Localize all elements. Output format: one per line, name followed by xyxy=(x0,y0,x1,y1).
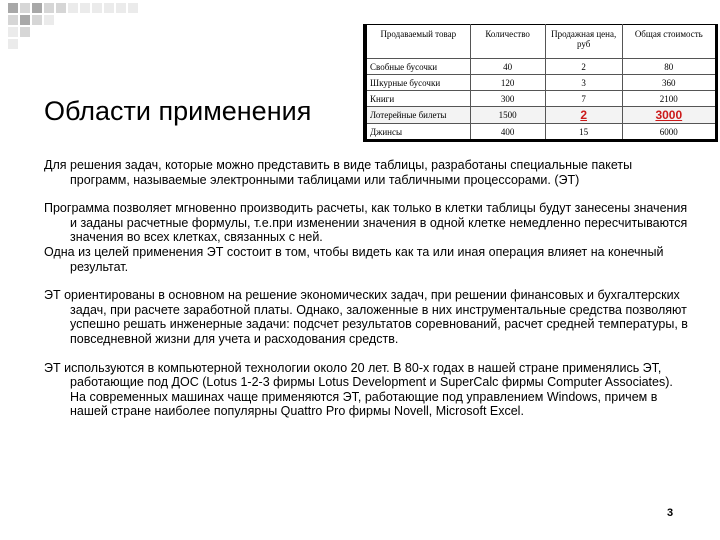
paragraph: ЭТ используются в компьютерной технологии около 20 лет. В 80-х годах в нашей стране применялись ЭТ, работающие под ДОС (Lotus 1-2-3 фирмы Lotus Development и SuperCalc фирмы Computer Associates). На современных машинах чаще применяются ЭТ, работающие под управлением Windows, причем в нашей стране наиболее популярны Quattro Pro фирмы Novell, Microsoft Excel. xyxy=(44,360,673,419)
table-cell: Лотерейные билеты xyxy=(365,107,470,124)
table-cell: 40 xyxy=(470,59,545,75)
table-cell: 3 xyxy=(545,75,622,91)
table-cell: 15 xyxy=(545,124,622,141)
paragraph: Программа позволяет мгновенно производить расчеты, как только в клетки таблицы будут занесены значения и заданы расчетные формулы, т.е.при изменении значения в одной клетке немедленно пересчитываются значения во всех клетках, связанных с ней. xyxy=(44,201,688,245)
paragraph: ЭТ ориентированы в основном на решение экономических задач, при решении финансовых и бухгалтерских задач, при расчете заработной платы. Однако, заложенные в них инструментальные средства позволяют успешно решать инженерные задачи: подсчет результатов соревнований, расчет средней температуры, в повседневной жизни для учета и расходования средств. xyxy=(44,288,688,346)
table-cell: 400 xyxy=(470,124,545,141)
table-cell: 120 xyxy=(470,75,545,91)
paragraph: Для решения задач, которые можно представить в виде таблицы, разработаны специальные пакеты программ, называемые электронными таблицами или табличными процессорами. (ЭТ) xyxy=(44,158,633,187)
decorative-squares xyxy=(0,0,140,60)
table-cell: 300 xyxy=(470,91,545,107)
paragraph: Одна из целей применения ЭТ состоит в том, чтобы видеть как та или иная операция влияет на конечный результат. xyxy=(44,244,664,274)
table-cell: 7 xyxy=(545,91,622,107)
table-cell: 1500 xyxy=(470,107,545,124)
page-number: 3 xyxy=(667,507,674,519)
table-header: Продаваемый товар xyxy=(365,25,470,59)
table-header: Продажная цена, руб xyxy=(545,25,622,59)
table-header: Общая стоимость xyxy=(622,25,716,59)
table-row xyxy=(365,91,717,107)
table-cell: 80 xyxy=(622,59,716,75)
table-cell: 2100 xyxy=(622,91,716,107)
table-row xyxy=(365,75,717,91)
table-header: Количество xyxy=(470,25,545,59)
table-cell: 360 xyxy=(622,75,716,91)
table-row-highlighted xyxy=(365,107,717,124)
table-header-row xyxy=(365,25,717,59)
page-title: Области применения xyxy=(44,96,312,127)
table-cell: Свобные бусочки xyxy=(365,59,470,75)
sales-table xyxy=(363,24,718,142)
table-cell: Шкурные бусочки xyxy=(365,75,470,91)
table-cell-highlighted: 3000 xyxy=(622,107,716,124)
table-row xyxy=(365,124,717,141)
table-row xyxy=(365,59,717,75)
table-cell: 6000 xyxy=(622,124,716,141)
table-cell: 2 xyxy=(545,59,622,75)
table-cell: Джинсы xyxy=(365,124,470,141)
body-text xyxy=(44,158,690,419)
table-cell-highlighted: 2 xyxy=(545,107,622,124)
table-cell: Книги xyxy=(365,91,470,107)
